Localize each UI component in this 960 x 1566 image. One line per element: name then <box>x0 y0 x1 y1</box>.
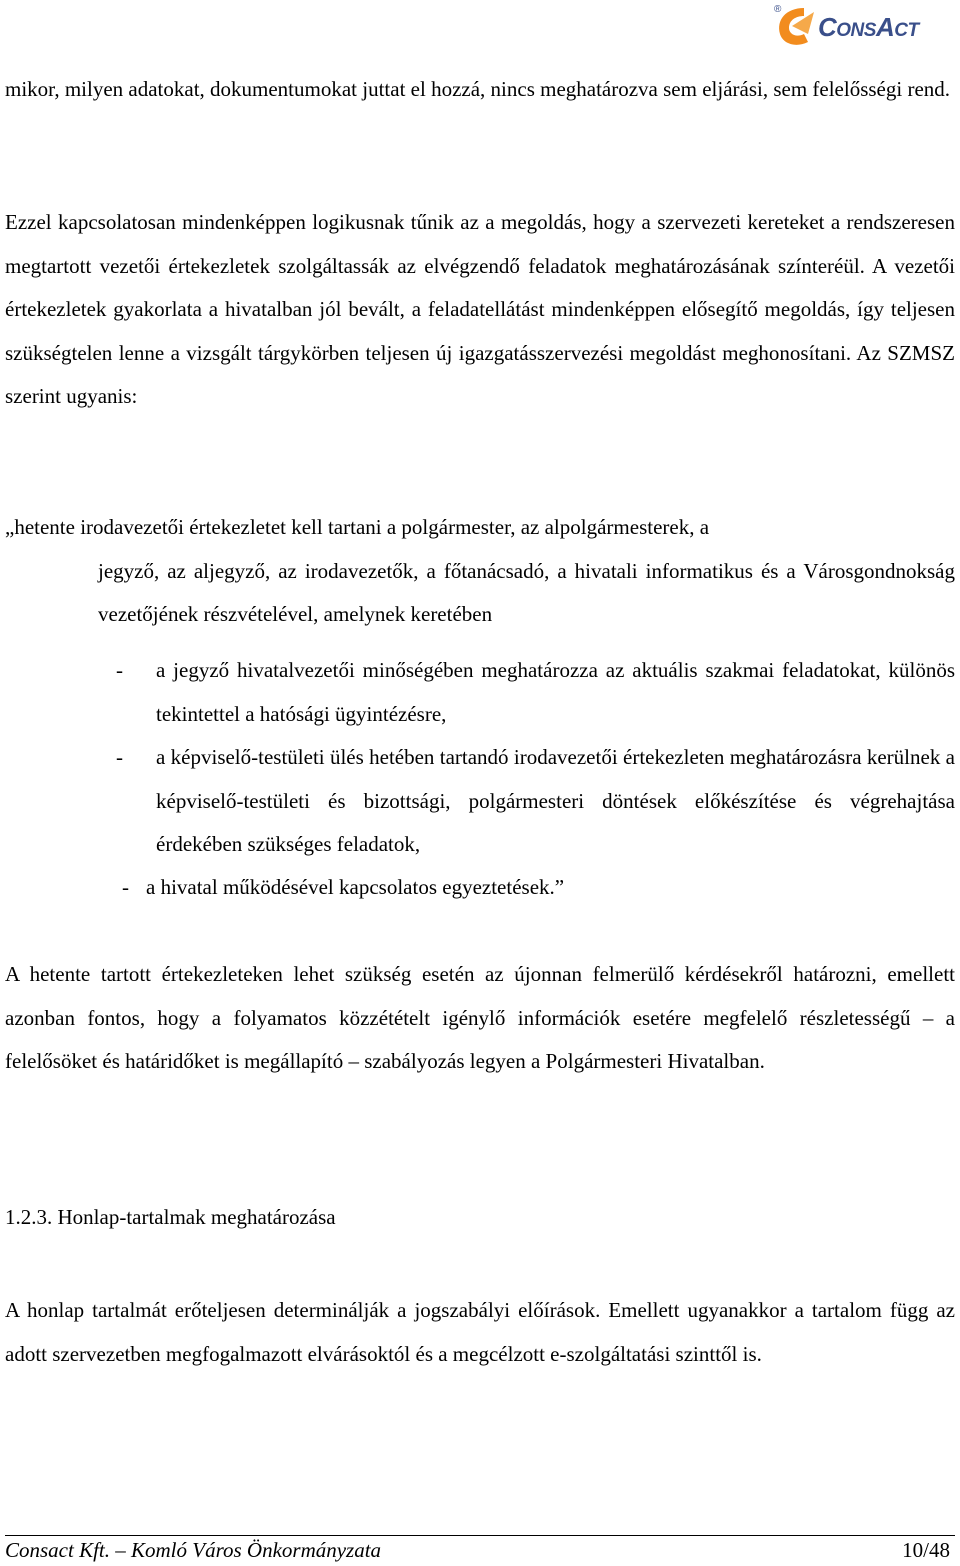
page-number: 10/48 <box>902 1538 950 1562</box>
list-dash: - <box>122 875 129 899</box>
registered-mark: ® <box>774 4 782 15</box>
list-item-text: a képviselő-testületi ülés hetében tartandó irodavezetői értekezleten meghatározásra kerülnek a képviselő-testületi és bizottsági, polgármesteri döntések előkészítése és végrehajtása érdekében szükséges feladatok, <box>156 745 955 856</box>
list-item-text: a jegyző hivatalvezetői minőségében meghatározza az aktuális szakmai feladatokat, különös tekintettel a hatósági ügyintézésre, <box>156 658 955 726</box>
paragraph-continuation: mikor, milyen adatokat, dokumentumokat juttat el hozzá, nincs meghatározva sem eljárási, sem felelősségi rend. <box>5 77 951 101</box>
logo-wordmark: CONSACT <box>818 12 919 42</box>
paragraph-honlap: A honlap tartalmát erőteljesen determinálják a jogszabályi előírások. Emellett ugyanakkor a tartalom függ az adott szervezetben megfogalmazott elvárásoktól és a megcélzott e-szolgáltatási szinttől is. <box>5 1298 955 1366</box>
paragraph-hetente: A hetente tartott értekezleteken lehet szükség esetén az újonnan felmerülő kérdésekről határozni, emellett azonban fontos, hogy a folyamatos közzétételt igénylő információk esetére megfelelő részletességű – a felelősöket és határidőket is megállapító – szabályozás legyen a Polgármesteri Hivatalban. <box>5 962 955 1073</box>
paragraph-szervezeti-keretek: Ezzel kapcsolatosan mindenképpen logikusnak tűnik az a megoldás, hogy a szervezeti kereteket a rendszeresen megtartott vezetői értekezletek szolgáltassák az elvégzendő feladatok meghatározásának színteréül. A vezetői értekezletek gyakorlata a hivatalban jól bevált, a feladatellátást mindenképpen elősegítő megoldás, így teljesen szükségtelen lenne a vizsgált tárgykörben teljesen új igazgatásszervezési megoldást meghonosítani. Az SZMSZ szerint ugyanis: <box>5 210 955 408</box>
list-dash: - <box>116 658 123 682</box>
quote-szmsz <box>5 506 955 637</box>
list-dash: - <box>116 745 123 769</box>
section-heading: 1.2.3. Honlap-tartalmak meghatározása <box>5 1205 336 1229</box>
list-item-text: a hivatal működésével kapcsolatos egyeztetések.” <box>146 875 565 899</box>
quote-continuation: jegyző, az aljegyző, az irodavezetők, a főtanácsadó, a hivatali informatikus és a Városgondnokság vezetőjének részvételével, amelynek keretében <box>98 558 955 626</box>
list-item <box>116 736 955 867</box>
quote-first-line: „hetente irodavezetői értekezletet kell tartani a polgármester, az alpolgármesterek, a <box>5 515 710 539</box>
consact-logo <box>774 4 952 48</box>
footer-org: Consact Kft. – Komló Város Önkormányzata <box>5 1538 382 1562</box>
list-item <box>122 866 564 910</box>
list-item <box>116 649 955 736</box>
